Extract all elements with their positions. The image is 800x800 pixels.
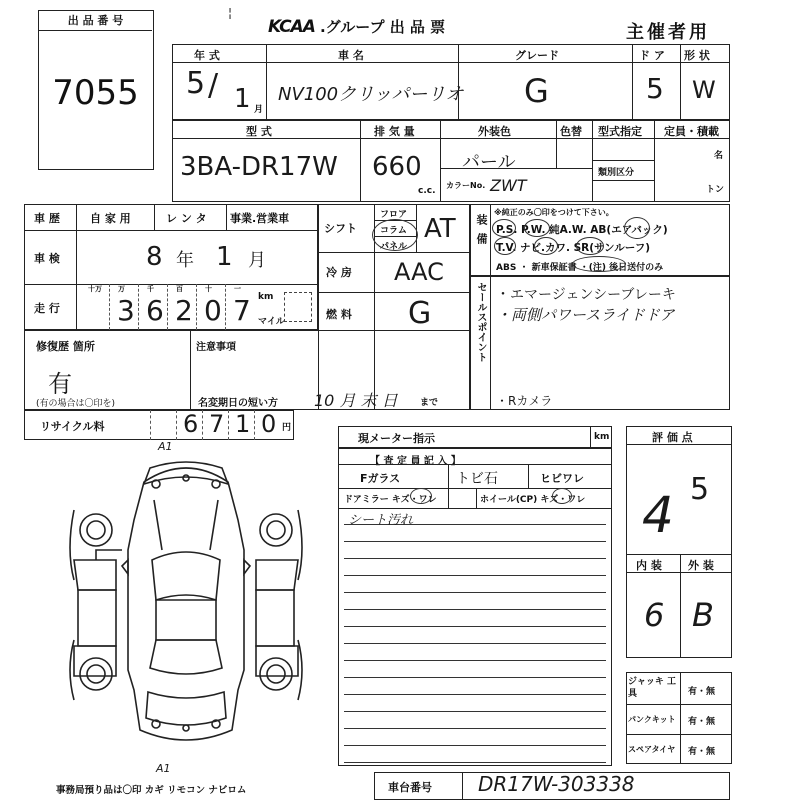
meter-label: 現メーター指示 xyxy=(358,432,435,445)
organizer-copy-label: 主催者用 xyxy=(626,22,710,43)
private-use-label: 自 家 用 xyxy=(90,212,131,225)
car-name-value: NV100クリッパーリオ xyxy=(278,84,464,105)
mileage-label: 走 行 xyxy=(34,302,60,315)
shift-circle-mark xyxy=(372,219,418,251)
color-number-value: ZWT xyxy=(490,176,527,195)
mileage-digit: 0 xyxy=(204,294,222,327)
windshield-cell[interactable]: Fガラス xyxy=(360,472,401,485)
meter-unit: km xyxy=(594,432,610,442)
model-label: 型 式 xyxy=(246,125,272,138)
grade-value: G xyxy=(524,72,549,110)
year-value: 5 xyxy=(186,66,206,101)
inspector-line xyxy=(344,610,606,627)
score-sub-value: 5 xyxy=(690,472,710,507)
mileage-digit: 3 xyxy=(117,294,135,327)
mileage-digit: 2 xyxy=(175,294,193,327)
mileage-digit-label: 千 xyxy=(147,285,154,293)
form-title: .グループ 出 品 票 xyxy=(319,18,446,36)
inspector-line xyxy=(344,576,606,593)
jack-tool-value[interactable]: 有・無 xyxy=(688,687,716,697)
mileage-digit-cell xyxy=(225,284,254,330)
recycle-digit-cell xyxy=(150,410,176,440)
mileage-digit-cell xyxy=(80,284,109,330)
equipment-note: ※純正のみ〇印をつけて下さい。 xyxy=(494,208,614,217)
exterior-value: B xyxy=(692,596,714,634)
mileage-digit-cell xyxy=(196,284,225,330)
rental-label: レ ン タ xyxy=(166,212,207,225)
spare-tire-label: スペアタイヤ xyxy=(628,745,676,754)
wheel-scratch-circle xyxy=(552,488,572,504)
shift-panel-option[interactable]: パネル xyxy=(380,242,408,252)
damage-mark-front: A1 xyxy=(158,440,173,453)
recycle-digit-cell xyxy=(254,410,280,440)
mile-label: マイル xyxy=(258,317,285,327)
chip-cell[interactable]: トビ石 xyxy=(456,471,498,487)
tv-circle xyxy=(494,237,516,255)
inspector-line xyxy=(344,525,606,542)
recycle-label: リサイクル料 xyxy=(40,420,105,433)
recycle-unit: 円 xyxy=(282,423,292,433)
ps-circle xyxy=(492,219,516,237)
lot-number-label: 出 品 番 号 xyxy=(39,11,152,31)
equipment-line-1: P.S. P.W. 純A.W. AB(エアバック) xyxy=(496,224,668,236)
damage-mark-rear: A1 xyxy=(156,762,171,775)
mileage-digit-cell xyxy=(109,284,138,330)
sales-point-label: セールスポイント xyxy=(475,282,486,362)
sales-point-3: ・Rカメラ xyxy=(496,394,553,408)
inspection-label: 車 検 xyxy=(34,252,60,265)
deadline-label: 名変期日の短い方 xyxy=(198,398,278,409)
score-value: 4 xyxy=(642,486,674,544)
ton-unit: トン xyxy=(706,185,725,195)
equipment-line-2: T.V. ナビ.カワ. SR(サンルーフ) xyxy=(496,242,651,254)
form-header xyxy=(268,16,445,37)
recycle-digit: 0 xyxy=(261,410,277,438)
warranty-circle xyxy=(572,256,626,272)
exterior-color-label: 外装色 xyxy=(478,125,511,138)
jack-tool-label: ジャッキ 工具 xyxy=(628,677,676,699)
inspector-line xyxy=(344,746,606,763)
person-unit: 名 xyxy=(714,151,724,161)
brand-logo: KCAA xyxy=(268,17,315,37)
mileage-digit-label: 一 xyxy=(234,285,241,293)
mileage-digit: 6 xyxy=(146,294,164,327)
puncture-kit-label: パンクキット xyxy=(628,715,676,724)
inspector-line xyxy=(344,644,606,661)
classification-label: 類別区分 xyxy=(598,168,635,178)
inspection-year-value: 8 xyxy=(146,242,163,272)
score-label: 評 価 点 xyxy=(652,431,693,444)
shift-column-option[interactable]: コラム xyxy=(380,226,407,236)
history-label: 車 歴 xyxy=(34,212,60,225)
keys-note: 事務局預り品は〇印 カギ リモコン ナビロム xyxy=(56,785,247,796)
recycle-digit-cell xyxy=(202,410,228,440)
car-damage-diagram[interactable] xyxy=(66,440,306,770)
pw-circle xyxy=(524,219,550,237)
ab-circle xyxy=(624,217,650,239)
inspection-month-value: 1 xyxy=(216,242,233,272)
lot-number-box xyxy=(38,10,154,170)
inspector-line xyxy=(344,729,606,746)
mileage-digit-label: 十万 xyxy=(88,285,102,293)
ac-value: AAC xyxy=(394,258,444,286)
camera-circle xyxy=(576,237,604,255)
inspector-line xyxy=(344,661,606,678)
repair-note: (有の場合は〇印を) xyxy=(36,399,116,409)
interior-label: 内 装 xyxy=(636,559,662,572)
inspector-line xyxy=(344,508,606,528)
repair-label: 修復歴 箇所 xyxy=(36,340,95,353)
inspector-label: 【 査 定 員 記 入 】 xyxy=(370,456,461,467)
wheel-cell[interactable]: ホイール(CP) キズ・ワレ xyxy=(480,495,586,505)
color-change-label: 色替 xyxy=(560,125,582,138)
ac-label: 冷 房 xyxy=(326,266,352,279)
car-name-label: 車 名 xyxy=(338,49,364,62)
km-label: km xyxy=(258,292,274,302)
shape-value: W xyxy=(692,76,716,104)
navi-circle xyxy=(534,237,558,255)
inspector-line xyxy=(344,627,606,644)
mirror-cell[interactable]: ドアミラー キズ・ワレ xyxy=(344,495,437,505)
shift-value: AT xyxy=(424,214,456,244)
color-number-label: カラーNo. xyxy=(446,181,486,190)
mileage-digit-cell xyxy=(138,284,167,330)
sales-point-2: ・両側パワースライドドア xyxy=(496,306,675,324)
deadline-suffix: まで xyxy=(420,398,439,408)
mileage-digit-label: 百 xyxy=(176,285,183,293)
mileage-digit-label: 十 xyxy=(205,285,212,293)
shift-label: シフト xyxy=(324,222,357,235)
chassis-value: DR17W-303338 xyxy=(478,772,635,796)
recycle-digit: 6 xyxy=(183,410,199,438)
fuel-label: 燃 料 xyxy=(326,308,352,321)
door-value: 5 xyxy=(646,72,664,105)
inspector-line xyxy=(344,678,606,695)
deadline-value: 10 月 末 日 xyxy=(314,391,398,410)
exterior-color-value: パール xyxy=(462,152,516,173)
equipment-label: 装 備 xyxy=(475,214,488,246)
model-value: 3BA-DR17W xyxy=(180,152,338,182)
shape-label: 形 状 xyxy=(684,49,710,62)
cc-unit: c.c. xyxy=(418,186,436,196)
capacity-label: 定員・積載 xyxy=(664,125,719,138)
mirror-scratch-circle xyxy=(410,488,432,504)
inspection-year-unit: 年 xyxy=(176,250,194,271)
recycle-digit: 1 xyxy=(235,410,251,438)
mile-checkbox[interactable] xyxy=(284,292,312,322)
inspector-line-text: シート汚れ xyxy=(348,513,414,528)
inspector-line xyxy=(344,712,606,729)
month-unit: 月 xyxy=(254,105,264,115)
recycle-digit-cell xyxy=(228,410,254,440)
inspector-line xyxy=(344,593,606,610)
puncture-kit-value[interactable]: 有・無 xyxy=(688,717,716,727)
inspector-line xyxy=(344,559,606,576)
exterior-label: 外 装 xyxy=(688,559,714,572)
repair-value: 有 xyxy=(48,370,72,398)
interior-value: 6 xyxy=(644,596,665,634)
year-slash: / xyxy=(208,68,219,103)
chassis-label: 車台番号 xyxy=(388,781,432,794)
grade-label: グレード xyxy=(515,49,559,62)
crack-cell[interactable]: ヒビワレ xyxy=(540,472,584,485)
shift-floor-option[interactable]: フロア xyxy=(380,210,408,220)
model-designation-label: 型式指定 xyxy=(598,125,642,138)
mileage-digit: 7 xyxy=(233,294,251,327)
business-use-label: 事業.営業車 xyxy=(230,212,290,225)
inspector-line xyxy=(344,695,606,712)
lot-number-value: 7055 xyxy=(52,73,139,113)
recycle-digit: 7 xyxy=(209,410,225,438)
door-label: ド ア xyxy=(639,49,665,62)
month-value: 1 xyxy=(234,84,251,114)
displacement-value: 660 xyxy=(372,152,422,182)
sales-point-1: ・エマージェンシーブレーキ xyxy=(496,287,676,303)
fuel-value: G xyxy=(408,296,432,331)
inspector-line xyxy=(344,542,606,559)
equipment-line-3: ABS ・ 新車保証書 ・(注) 後日送付のみ xyxy=(496,263,664,273)
notes-label: 注意事項 xyxy=(196,342,236,353)
mileage-digit-cell xyxy=(167,284,196,330)
displacement-label: 排 気 量 xyxy=(374,125,415,138)
corner-mark: ¦ xyxy=(228,6,233,20)
inspection-month-unit: 月 xyxy=(248,250,266,271)
mileage-digit-label: 万 xyxy=(118,285,125,293)
recycle-digit-cell xyxy=(176,410,202,440)
year-label: 年 式 xyxy=(194,49,220,62)
spare-tire-value[interactable]: 有・無 xyxy=(688,747,716,757)
